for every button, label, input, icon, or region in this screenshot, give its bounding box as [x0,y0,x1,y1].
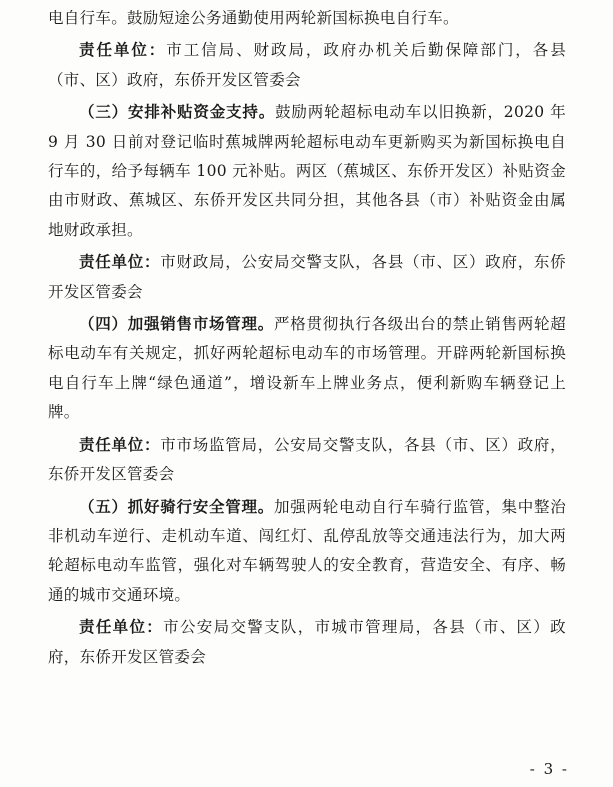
section-five-paragraph [48,493,566,611]
section-three-heading: （三）安排补贴资金支持。 [79,103,276,122]
section-three-text: 鼓励两轮超标电动车以旧换新，2020 年 9 月 30 日前对登记临时蕉城牌两轮超标电动车更新购买为新国标换电自行车的，给予每辆车 100 元补贴。两区（蕉城区、东侨开发区）补贴资金由市财政、蕉城区、东侨开发区共同分担，其他各县（市）补贴资金由属地财政承担。 [48,103,567,239]
responsible-units-paragraph [48,36,566,95]
responsible-units-paragraph [48,613,566,672]
paragraph-text: 电自行车。鼓励短途公务通勤使用两轮新国标换电自行车。 [48,9,459,27]
section-three-paragraph [48,98,566,245]
responsible-units-paragraph [48,248,566,307]
section-five-text: 加强两轮电动自行车骑行监管，集中整治非机动车逆行、走机动车道、闯红灯、乱停乱放等交通违法行为，加大两轮超标电动车监管，强化对车辆驾驶人的安全教育，营造安全、有序、畅通的城市交通环境。 [48,497,566,604]
responsible-units-text: 市市场监管局，公安局交警支队，各县（市、区）政府，东侨开发区管委会 [48,435,566,484]
paragraph-continuation [48,4,566,33]
page-number: - 3 - [529,760,569,778]
document-body [48,4,566,672]
responsible-units-label: 责任单位： [79,618,164,637]
responsible-units-text: 市工信局、财政局，政府办机关后勤保障部门，各县（市、区）政府，东侨开发区管委会 [48,41,566,89]
section-four-paragraph [48,310,566,428]
responsible-units-paragraph [48,431,566,490]
section-four-text: 严格贯彻执行各级出台的禁止销售两轮超标电动车有关规定，抓好两轮超标电动车的市场管理。开辟两轮新国标换电自行车上牌“绿色通道”，增设新车上牌业务点，便利新购车辆登记上牌。 [48,315,566,422]
responsible-units-label: 责任单位： [79,41,167,60]
section-four-heading: （四）加强销售市场管理。 [79,315,274,334]
responsible-units-text: 市财政局，公安局交警支队，各县（市、区）政府，东侨开发区管委会 [48,253,566,301]
responsible-units-label: 责任单位： [79,435,161,454]
responsible-units-text: 市公安局交警支队，市城市管理局，各县（市、区）政府，东侨开发区管委会 [48,618,566,666]
section-five-heading: （五）抓好骑行安全管理。 [79,497,274,516]
responsible-units-label: 责任单位： [79,253,161,272]
